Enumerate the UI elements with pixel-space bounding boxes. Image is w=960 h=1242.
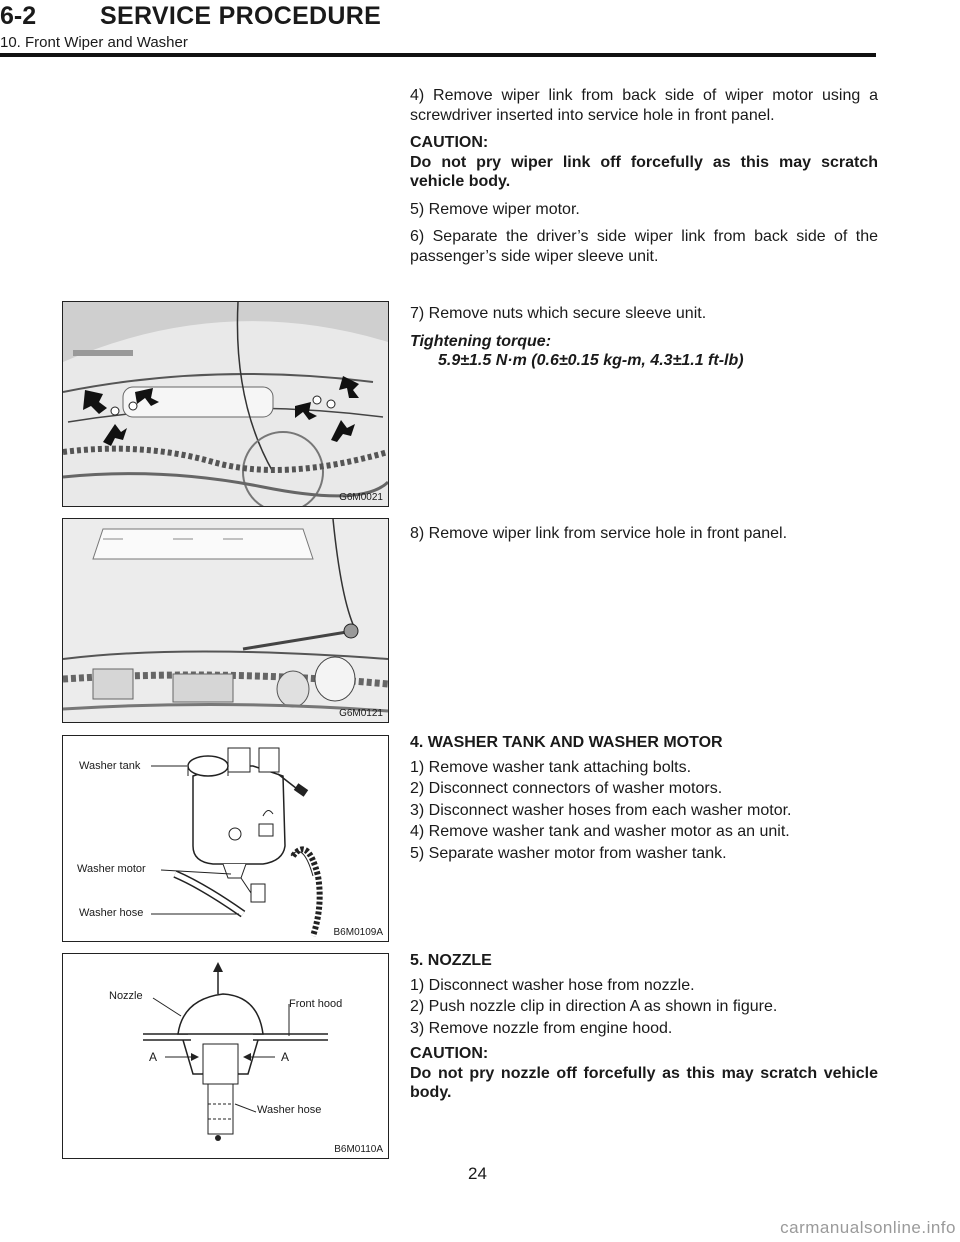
nozzle-step-2: 2) Push nozzle clip in direction A as shown in figure. xyxy=(410,998,778,1015)
text-block-5 xyxy=(410,951,878,1105)
figure-nozzle-drawing xyxy=(63,954,388,1158)
nozzle-step-1: 1) Disconnect washer hose from nozzle. xyxy=(410,976,695,994)
callout-washer-motor: Washer motor xyxy=(77,863,146,875)
figure-code: G6M0021 xyxy=(339,492,383,503)
step-5: 5) Remove wiper motor. xyxy=(410,200,580,218)
step-6: 6) Separate the driver’s side wiper link from back side of the passenger’s side wiper sleeve unit. xyxy=(410,228,878,265)
callout-washer-hose-nozzle: Washer hose xyxy=(257,1104,322,1116)
section-heading-washer: 4. WASHER TANK AND WASHER MOTOR xyxy=(410,734,723,751)
nozzle-caution-body: Do not pry nozzle off forcefully as this may scratch vehicle body. xyxy=(410,1064,878,1101)
section-heading-nozzle: 5. NOZZLE xyxy=(410,952,492,969)
header-rule xyxy=(0,53,876,57)
torque-value: 5.9±1.5 N·m (0.6±0.15 kg-m, 4.3±1.1 ft-lb) xyxy=(438,352,744,369)
step-7: 7) Remove nuts which secure sleeve unit. xyxy=(410,305,707,322)
nozzle-step-3: 3) Remove nozzle from engine hood. xyxy=(410,1019,673,1037)
washer-step-1: 1) Remove washer tank attaching bolts. xyxy=(410,758,692,776)
figure-service-hole-drawing xyxy=(63,519,388,722)
callout-nozzle: Nozzle xyxy=(109,990,143,1002)
callout-direction-a-left: A xyxy=(149,1050,158,1064)
text-block-2 xyxy=(410,304,878,379)
washer-step-3: 3) Disconnect washer hoses from each washer motor. xyxy=(410,801,792,819)
page-number: 24 xyxy=(468,1164,487,1183)
watermark: carmanualsonline.info xyxy=(780,1218,956,1237)
callout-washer-tank: Washer tank xyxy=(79,760,141,772)
section-subtitle: 10. Front Wiper and Washer xyxy=(0,34,188,51)
caution-body: Do not pry wiper link off forcefully as this may scratch vehicle body. xyxy=(410,153,878,190)
step-4: 4) Remove wiper link from back side of wiper motor using a screwdriver inserted into service hole in front panel. xyxy=(410,87,878,124)
callout-direction-a-right: A xyxy=(281,1050,290,1064)
text-block-1 xyxy=(410,86,878,274)
callout-front-hood: Front hood xyxy=(289,998,343,1010)
washer-step-5: 5) Separate washer motor from washer tank. xyxy=(410,844,727,862)
callout-washer-hose: Washer hose xyxy=(79,907,144,919)
text-block-3 xyxy=(410,524,878,552)
figure-code: B6M0109A xyxy=(333,927,383,938)
figure-sleeve-unit-nuts xyxy=(62,301,389,507)
washer-step-2: 2) Disconnect connectors of washer motors. xyxy=(410,780,723,797)
figure-code: G6M0121 xyxy=(339,708,383,719)
nozzle-caution-title: CAUTION: xyxy=(410,1045,489,1062)
figure-service-hole xyxy=(62,518,389,723)
figure-washer-tank xyxy=(62,735,389,942)
step-8: 8) Remove wiper link from service hole in front panel. xyxy=(410,525,788,542)
figure-code: B6M0110A xyxy=(334,1144,383,1155)
section-number: 6-2 xyxy=(0,2,37,30)
washer-step-4: 4) Remove washer tank and washer motor as an unit. xyxy=(410,823,790,840)
caution-title: CAUTION: xyxy=(410,134,489,151)
torque-label: Tightening torque: xyxy=(410,332,552,350)
text-block-4 xyxy=(410,733,878,865)
figure-nozzle xyxy=(62,953,389,1159)
figure-sleeve-unit-nuts-drawing xyxy=(63,302,388,506)
page-title: SERVICE PROCEDURE xyxy=(100,2,382,30)
